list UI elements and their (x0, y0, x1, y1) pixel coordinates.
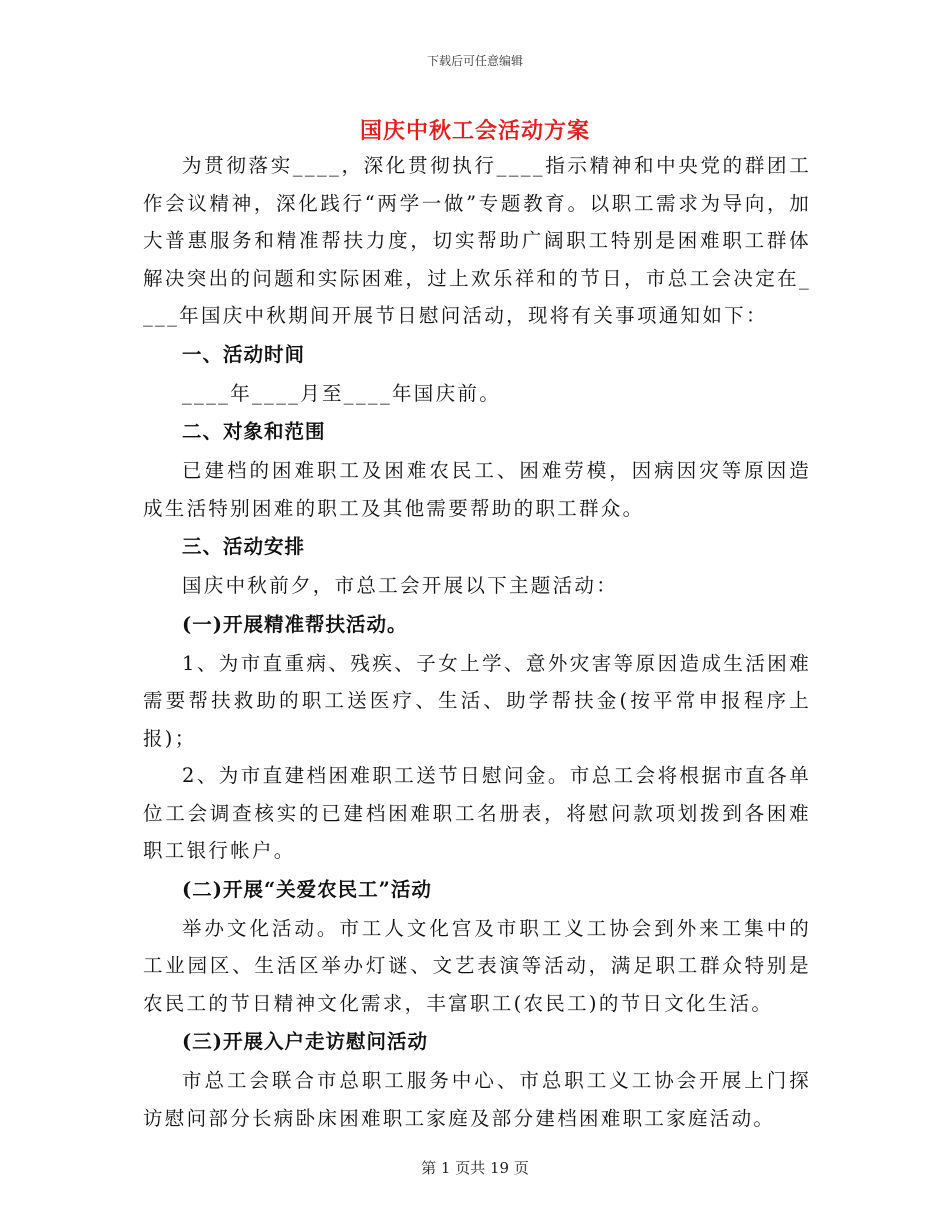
migrant-workers-text: 举办文化活动。市工人文化宫及市职工义工协会到外来工集中的工业园区、生活区举办灯谜、文艺表演等活动，满足职工群众特别是农民工的节日精神文化需求，丰富职工(农民工)的节日文化生活。 (143, 916, 811, 1015)
document-title: 国庆中秋工会活动方案 (359, 118, 590, 144)
subsection-heading-migrant-workers: (二)开展“关爱农民工”活动 (182, 877, 432, 901)
precise-aid-item-2: 2、为市直建档困难职工送节日慰问金。市总工会将根据市直各单位工会调查核实的已建档困难职工名册表，将慰问款项划拨到各困难职工银行帐户。 (143, 764, 811, 862)
intro-paragraph: 为贯彻落实____，深化贯彻执行____指示精神和中央党的群团工作会议精神，深化践行“两学一做”专题教育。以职工需求为导向，加大普惠服务和精准帮扶力度，切实帮助广阔职工特别是困难职工群体解决突出的问题和实际困难，过上欢乐祥和的节日，市总工会决定在____年国庆中秋期间开展节日慰问活动，现将有关事项通知如下： (143, 154, 811, 327)
section-heading-activity-time: 一、活动时间 (182, 342, 306, 366)
page-header-note: 下载后可任意编辑 (426, 54, 523, 68)
section-heading-targets: 二、对象和范围 (182, 420, 326, 443)
arrangements-intro: 国庆中秋前夕，市总工会开展以下主题活动： (182, 574, 619, 597)
home-visits-text: 市总工会联合市总职工服务中心、市总职工义工协会开展上门探访慰问部分长病卧床困难职工家庭及部分建档困难职工家庭活动。 (143, 1069, 811, 1130)
page-number-footer: 第 1 页共 19 页 (421, 1159, 529, 1177)
document-body (143, 147, 811, 1137)
targets-text: 已建档的困难职工及困难农民工、困难劳模，因病因灾等原因造成生活特别困难的职工及其他需要帮助的职工群众。 (143, 459, 811, 520)
precise-aid-item-1: 1、为市直重病、残疾、子女上学、意外灾害等原因造成生活困难需要帮扶救助的职工送医疗、生活、助学帮扶金(按平常申报程序上报)； (143, 651, 811, 750)
activity-time-text: ____年____月至____年国庆前。 (182, 381, 501, 405)
section-heading-arrangements: 三、活动安排 (182, 535, 306, 558)
subsection-heading-precise-aid: (一)开展精准帮扶活动。 (182, 612, 408, 636)
subsection-heading-home-visits: (三)开展入户走访慰问活动 (182, 1030, 428, 1053)
